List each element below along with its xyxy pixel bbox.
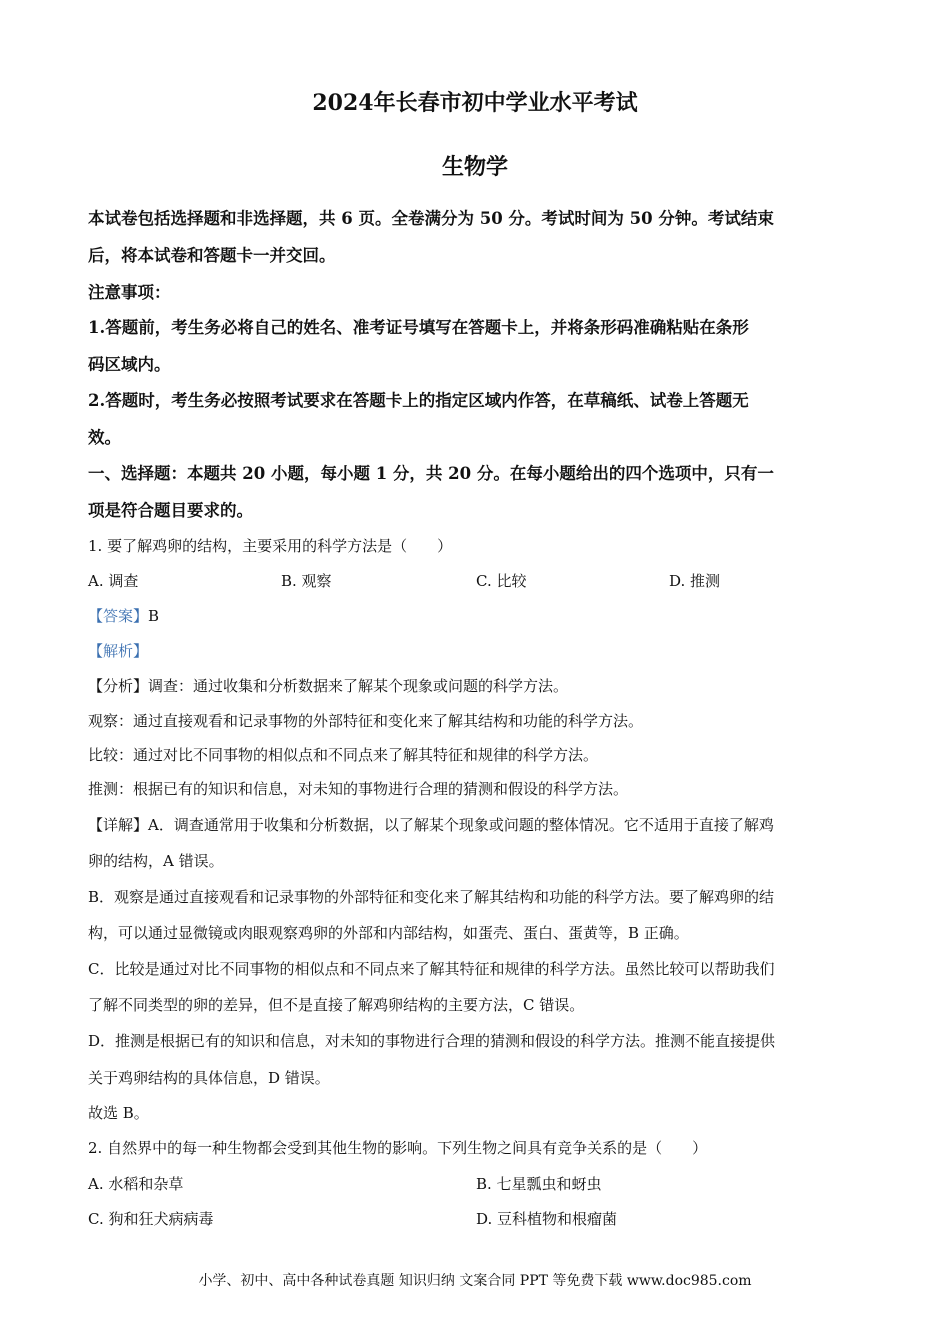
fenxi-text: 调查：通过收集和分析数据来了解某个现象或问题的科学方法。 xyxy=(148,677,569,695)
note-2-line-1: 2.答题时，考生务必按照考试要求在答题卡上的指定区域内作答，在草稿纸、试卷上答题无 xyxy=(88,391,749,410)
subject-title: 生物学 xyxy=(441,154,508,180)
q1-conclusion: 故选 B。 xyxy=(88,1104,149,1122)
page-footer: 小学、初中、高中各种试卷真题 知识归纳 文案合同 PPT 等免费下载 www.doc985.com xyxy=(198,1273,752,1289)
xiangjie-d-line-1: D．推测是根据已有的知识和信息，对未知的事物进行合理的猜测和假设的科学方法。推测不能直接提供 xyxy=(88,1032,776,1050)
q1-option-d: D. 推测 xyxy=(669,572,721,590)
notes-title: 注意事项： xyxy=(88,283,171,302)
xiangjie-tag: 【详解】 xyxy=(88,816,149,834)
q2-option-d: D. 豆科植物和根瘤菌 xyxy=(476,1210,618,1228)
answer-value: B xyxy=(148,607,160,625)
xiangjie-c-line-2: 了解不同类型的卵的差异，但不是直接了解鸡卵结构的主要方法，C 错误。 xyxy=(88,996,585,1014)
analysis-tag: 【解析】 xyxy=(88,642,149,660)
question-2-stem: 2. 自然界中的每一种生物都会受到其他生物的影响。下列生物之间具有竞争关系的是（ ） xyxy=(88,1139,708,1157)
section-1-line-2: 项是符合题目要求的。 xyxy=(88,501,253,520)
q1-option-c: C. 比较 xyxy=(476,572,527,590)
q1-option-b: B. 观察 xyxy=(281,572,332,590)
note-2-line-2: 效。 xyxy=(88,428,121,447)
question-1-stem: 1. 要了解鸡卵的结构，主要采用的科学方法是（ ） xyxy=(88,537,453,555)
xiangjie-a-text: A．调查通常用于收集和分析数据，以了解某个现象或问题的整体情况。它不适用于直接了解鸡 xyxy=(148,816,774,834)
q2-option-c: C. 狗和狂犬病病毒 xyxy=(88,1210,214,1228)
fenxi-tag: 【分析】 xyxy=(88,677,149,695)
intro-line-1: 本试卷包括选择题和非选择题，共 6 页。全卷满分为 50 分。考试时间为 50 分钟。考试结束 xyxy=(88,209,774,228)
xiangjie-d-line-2: 关于鸡卵结构的具体信息，D 错误。 xyxy=(88,1069,330,1087)
fenxi-line-4: 推测：根据已有的知识和信息，对未知的事物进行合理的猜测和假设的科学方法。 xyxy=(88,780,629,798)
xiangjie-b-line-1: B．观察是通过直接观看和记录事物的外部特征和变化来了解其结构和功能的科学方法。要了解鸡卵的结 xyxy=(88,888,775,906)
q2-option-b: B. 七星瓢虫和蚜虫 xyxy=(476,1175,602,1193)
fenxi-line-3: 比较：通过对比不同事物的相似点和不同点来了解其特征和规律的科学方法。 xyxy=(88,746,599,764)
fenxi-line-1 xyxy=(88,675,858,696)
note-1-line-1: 1.答题前，考生务必将自己的姓名、准考证号填写在答题卡上，并将条形码准确粘贴在条形 xyxy=(88,318,749,337)
xiangjie-c-line-1: C．比较是通过对比不同事物的相似点和不同点来了解其特征和规律的科学方法。虽然比较可以帮助我们 xyxy=(88,960,775,978)
q1-option-a: A. 调查 xyxy=(88,572,139,590)
exam-title: 2024年长春市初中学业水平考试 xyxy=(312,90,638,116)
section-1-line-1: 一、选择题：本题共 20 小题，每小题 1 分，共 20 分。在每小题给出的四个选项中，只有一 xyxy=(88,464,774,483)
xiangjie-a-line-1 xyxy=(88,814,858,835)
xiangjie-b-line-2: 构，可以通过显微镜或肉眼观察鸡卵的外部和内部结构，如蛋壳、蛋白、蛋黄等，B 正确。 xyxy=(88,924,689,942)
intro-line-2: 后，将本试卷和答题卡一并交回。 xyxy=(88,246,336,265)
note-1-line-2: 码区域内。 xyxy=(88,355,171,374)
q1-answer xyxy=(88,605,858,626)
q2-option-a: A. 水稻和杂草 xyxy=(88,1175,184,1193)
xiangjie-a-line-2: 卵的结构，A 错误。 xyxy=(88,852,224,870)
answer-tag: 【答案】 xyxy=(88,607,149,625)
fenxi-line-2: 观察：通过直接观看和记录事物的外部特征和变化来了解其结构和功能的科学方法。 xyxy=(88,712,644,730)
